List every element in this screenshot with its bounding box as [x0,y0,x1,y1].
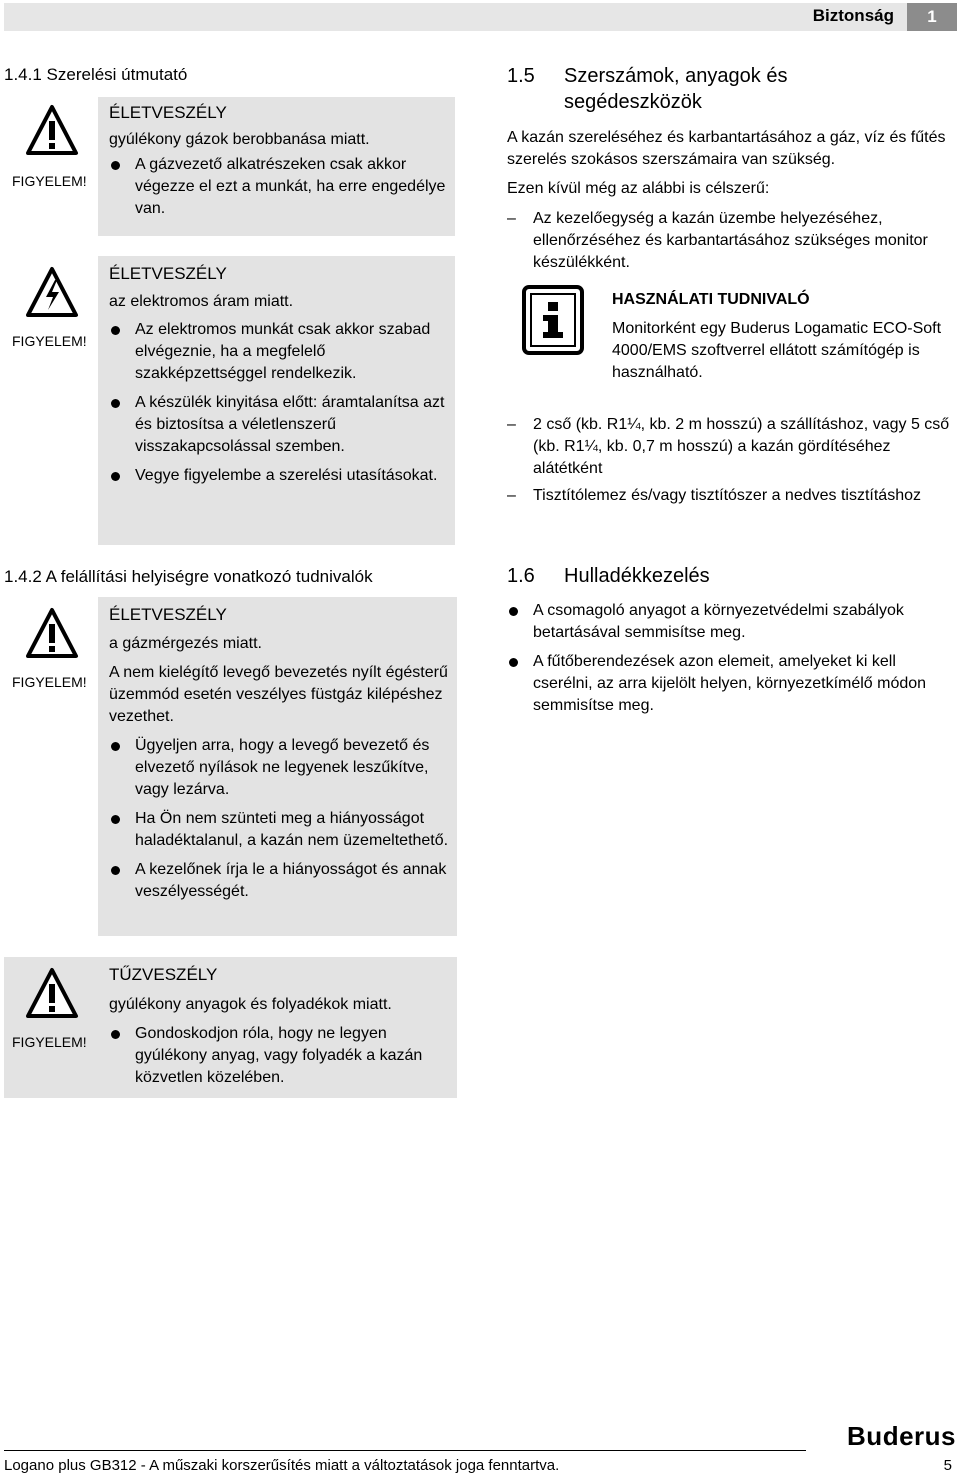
warning-label: FIGYELEM! [12,333,87,349]
warning-content-electric [109,263,449,487]
warning-title: ÉLETVESZÉLY [109,264,227,283]
page-number: 5 [943,1457,952,1474]
note-text: Monitorként egy Buderus Logamatic ECO-Soft 4000/EMS szoftverrel ellátott számítógép is használható. [612,320,942,381]
warning-cause: gyúlékony anyagok és folyadékok miatt. [109,996,392,1013]
footer-text: Logano plus GB312 - A műszaki korszerűsítés miatt a változtatások joga fenntartva. [4,1457,560,1474]
section-number: 1.5 [507,65,535,87]
footer-divider [4,1450,806,1451]
header-title: Biztonság [812,6,894,25]
paragraph: Ezen kívül még az alábbi is célszerű: [507,180,770,197]
list-item: Vegye figyelembe a szerelési utasításokat. [109,465,449,487]
list-item: Ha Ön nem szünteti meg a hiányosságot haladéktalanul, a kazán nem üzemeltethető. [109,808,453,852]
warning-content-gas-poisoning [109,604,453,903]
list-item: Ügyeljen arra, hogy a levegő bevezető és elvezető nyílások ne legyenek leszűkítve, vagy lezárva. [109,735,453,801]
header-bar [4,3,907,31]
warning-triangle-icon [25,104,79,156]
warning-content-fire [109,964,449,1089]
warning-label: FIGYELEM! [12,173,87,189]
section-1-5-body [507,127,957,274]
section-number: 1.6 [507,565,535,587]
list-item: Az elektromos munkát csak akkor szabad elvégeznie, ha a megfelelő szakképzettséggel rendelkezik. [109,319,449,385]
warning-title: ÉLETVESZÉLY [109,103,227,122]
paragraph: A kazán szereléséhez és karbantartásához a gáz, víz és fűtés szerelés szokásos szerszámaira van szükség. [507,129,946,168]
warning-triangle-icon [25,967,79,1019]
section-title: Hulladékkezelés [564,565,710,587]
warning-text: A nem kielégítő levegő bevezetés nyílt égésterű üzemmód esetén veszélyes füstgáz kilépéshez vezethet. [109,664,448,725]
list-item: A gázvezető alkatrészeken csak akkor végezze el ezt a munkát, ha erre engedélye van. [109,154,449,220]
list-item: – 2 cső (kb. R1¼, kb. 2 m hosszú) a szállításhoz, vagy 5 cső (kb. R1¼, kb. 0,7 m hosszú) a kazán gördítéséhez alátétként [507,414,957,480]
note-content [612,289,952,384]
section-1-4-2-heading: 1.4.2 A felállítási helyiségre vonatkozó tudnivalók [4,567,373,586]
section-title: Szerszámok, anyagok és segédeszközök [564,65,788,113]
info-icon [521,284,585,356]
chapter-number: 1 [907,3,957,31]
list-item: A kezelőnek írja le a hiányosságot és annak veszélyességét. [109,859,453,903]
note-title: HASZNÁLATI TUDNIVALÓ [612,291,810,308]
buderus-logo: Buderus [847,1421,956,1451]
warning-cause: az elektromos áram miatt. [109,293,294,310]
warning-cause: a gázmérgezés miatt. [109,635,262,652]
warning-label: FIGYELEM! [12,674,87,690]
warning-cause: gyúlékony gázok berobbanása miatt. [109,131,370,148]
section-1-5-heading [507,63,827,115]
warning-triangle-icon [25,607,79,659]
list-item: A készülék kinyitása előtt: áramtalanítsa azt és biztosítsa a véletlenszerű visszakapcsolással szemben. [109,392,449,458]
warning-label: FIGYELEM! [12,1034,87,1050]
section-1-5-list [507,414,957,507]
list-item: – Az kezelőegység a kazán üzembe helyezéséhez, ellenőrzéséhez és karbantartásához szükséges monitor készülékként. [507,208,957,274]
section-1-4-1-heading: 1.4.1 Szerelési útmutató [4,65,188,84]
section-1-6-heading [507,563,807,589]
list-item: A fűtőberendezések azon elemeit, amelyeket ki kell cserélni, az arra kijelölt helyen, környezetkímélő módon semmisítse meg. [507,651,957,717]
list-item: A csomagoló anyagot a környezetvédelmi szabályok betartásával semmisítse meg. [507,600,957,644]
warning-title: ÉLETVESZÉLY [109,605,227,624]
list-item: Gondoskodjon róla, hogy ne legyen gyúlékony anyag, vagy folyadék a kazán közvetlen közelében. [109,1023,449,1089]
warning-title: TŰZVESZÉLY [109,965,218,984]
warning-content-gas [109,102,449,220]
electric-hazard-icon [25,266,79,318]
section-1-6-list [507,600,957,717]
list-item: – Tisztítólemez és/vagy tisztítószer a nedves tisztításhoz [507,485,957,507]
